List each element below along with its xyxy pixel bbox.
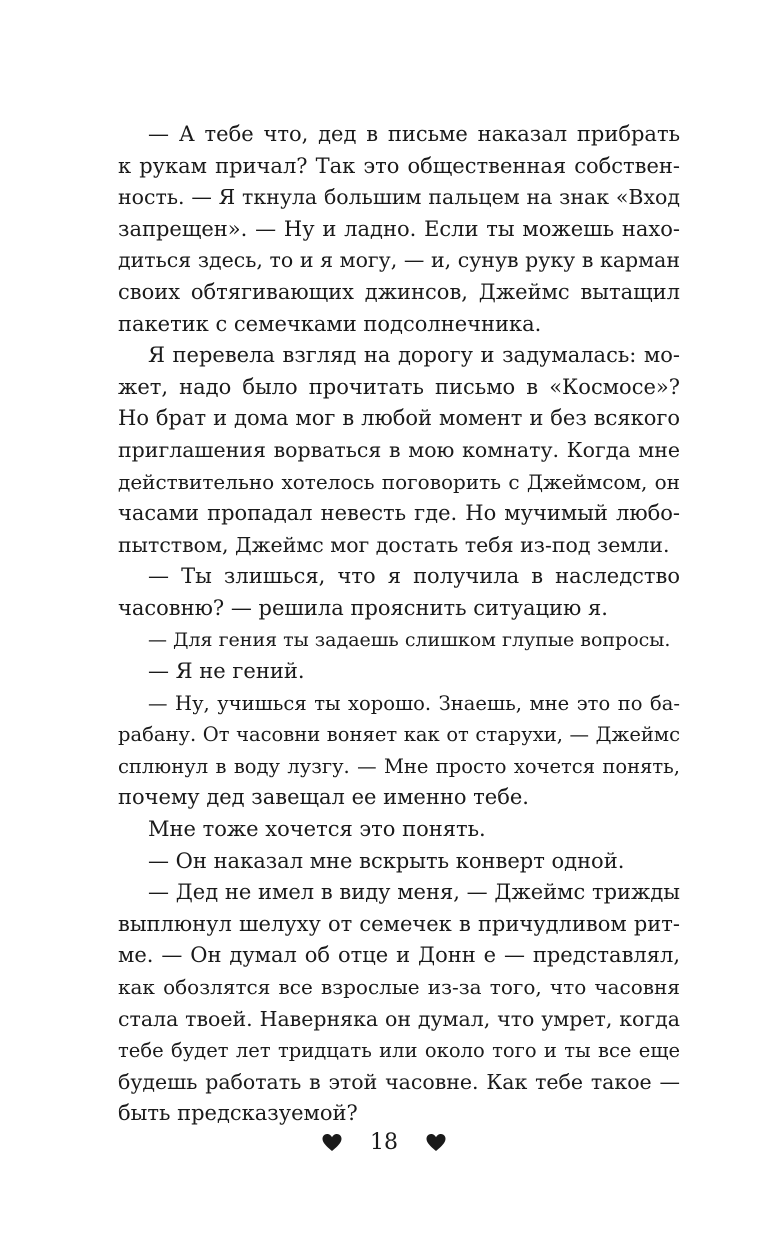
page-footer	[0, 1125, 768, 1161]
text-line: будешь работать в этой часовне. Как тебе такое —	[118, 1069, 680, 1094]
heart-icon	[426, 1133, 446, 1153]
text-line: часовню? — решила прояснить ситуацию я.	[118, 595, 608, 620]
text-line: приглашения ворваться в мою комнату. Когда мне	[118, 437, 680, 462]
text-line: рабану. От часовни воняет как от старухи, — Джеймс	[118, 723, 680, 747]
text-line: пакетик с семечками подсолнечника.	[118, 311, 542, 336]
text-line: стала твоей. Наверняка он думал, что умрет, когда	[118, 1006, 680, 1031]
text-line: Мне тоже хочется это понять.	[148, 817, 486, 842]
text-line: часами пропадал невесть где. Но мучимый любо-	[118, 501, 680, 526]
text-line: быть предсказуемой?	[118, 1101, 358, 1126]
text-line: — Ну, учишься ты хорошо. Знаешь, мне это по ба-	[148, 691, 680, 715]
text-line: тебе будет лет тридцать или около того и ты все еще	[118, 1039, 680, 1063]
text-line: почему дед завещал ее именно тебе.	[118, 785, 529, 810]
text-line: — Я не гений.	[148, 659, 305, 684]
text-line: — Ты злишься, что я получила в наследство	[148, 564, 680, 589]
text-line: — Для гения ты задаешь слишком глупые вопросы.	[148, 628, 671, 651]
text-line: Но брат и дома мог в любой момент и без всякого	[118, 406, 680, 431]
text-line: действительно хотелось поговорить с Джеймсом, он	[118, 469, 680, 494]
page-number: 18	[370, 1130, 398, 1155]
text-line: запрещен». — Ну и ладно. Если ты можешь нахо-	[118, 216, 680, 241]
text-line: своих обтягивающих джинсов, Джеймс вытащил	[118, 279, 680, 304]
text-line: ность. — Я ткнула большим пальцем на знак «Вход	[118, 185, 680, 210]
text-line: — Он наказал мне вскрыть конверт одной.	[148, 848, 625, 873]
text-line: выплюнул шелуху от семечек в причудливом рит-	[118, 911, 680, 936]
text-line: — Дед не имел в виду меня, — Джеймс трижды	[148, 880, 680, 905]
body-text	[118, 119, 680, 1130]
text-line: пытством, Джеймс мог достать тебя из-под земли.	[118, 532, 670, 557]
text-line: ме. — Он думал об отце и Донн е — представлял,	[118, 943, 680, 968]
heart-icon	[322, 1133, 342, 1153]
text-line: как обозлятся все взрослые из-за того, что часовня	[118, 975, 680, 1000]
text-line: жет, надо было прочитать письмо в «Космосе»?	[118, 374, 680, 399]
text-line: диться здесь, то и я могу, — и, сунув руку в карман	[118, 248, 680, 273]
text-line: — А тебе что, дед в письме наказал прибрать	[148, 122, 680, 146]
text-line: Я перевела взгляд на дорогу и задумалась: мо-	[148, 343, 680, 368]
text-line: сплюнул в воду лузгу. — Мне просто хочется понять,	[118, 754, 680, 778]
text-line: к рукам причал? Так это общественная собствен-	[118, 153, 680, 178]
